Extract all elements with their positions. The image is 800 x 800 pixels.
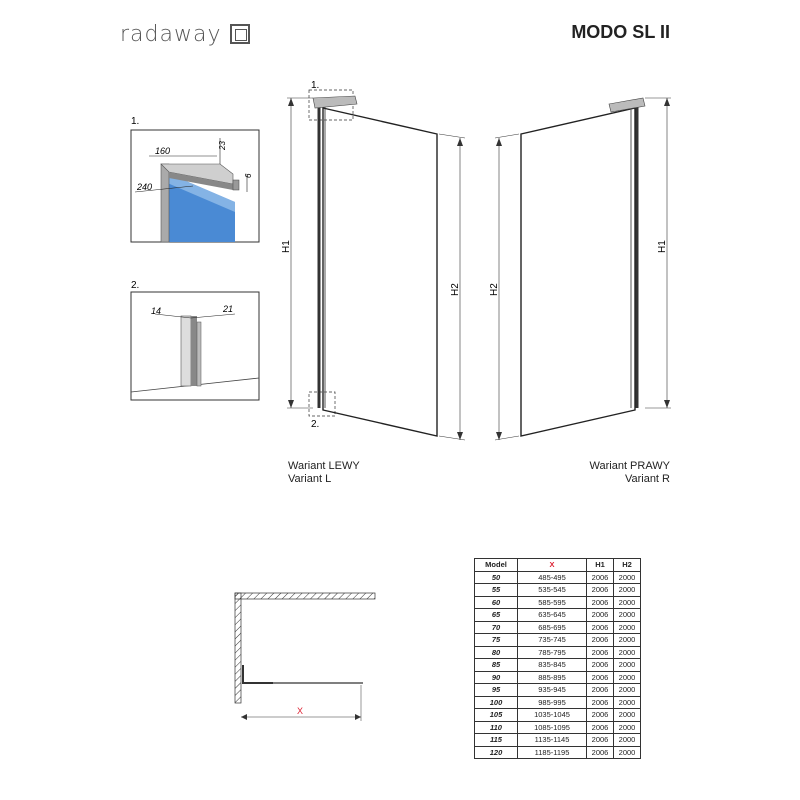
x-cell: 1135-1145 bbox=[518, 734, 587, 747]
table-row bbox=[475, 621, 641, 634]
detail-2-marker: 2. bbox=[131, 280, 140, 291]
x-cell: 485-495 bbox=[518, 571, 587, 584]
table-row bbox=[475, 609, 641, 622]
h1-cell: 2006 bbox=[587, 734, 614, 747]
variant-right-caption bbox=[590, 460, 670, 486]
variant-right-line1: Wariant PRAWY bbox=[589, 460, 670, 472]
right-h1-label: H1 bbox=[657, 240, 668, 253]
brand-logo-text: radaway bbox=[120, 22, 222, 47]
detail-1-marker: 1. bbox=[131, 116, 140, 127]
h1-cell: 2006 bbox=[587, 634, 614, 647]
model-cell: 75 bbox=[475, 634, 518, 647]
x-cell: 535-545 bbox=[518, 584, 587, 597]
model-cell: 90 bbox=[475, 671, 518, 684]
x-cell: 835-845 bbox=[518, 659, 587, 672]
x-cell: 585-595 bbox=[518, 596, 587, 609]
header-model: Model bbox=[475, 559, 518, 572]
model-cell: 85 bbox=[475, 659, 518, 672]
h2-cell: 2000 bbox=[614, 684, 641, 697]
table-row bbox=[475, 571, 641, 584]
h2-cell: 2000 bbox=[614, 571, 641, 584]
dim-6: 6 bbox=[244, 173, 253, 178]
dim-23: 23 bbox=[218, 141, 227, 150]
model-cell: 65 bbox=[475, 609, 518, 622]
model-cell: 95 bbox=[475, 684, 518, 697]
table-row bbox=[475, 646, 641, 659]
marker-2: 2. bbox=[311, 419, 320, 430]
header-h2: H2 bbox=[614, 559, 641, 572]
h1-cell: 2006 bbox=[587, 596, 614, 609]
x-cell: 935-945 bbox=[518, 684, 587, 697]
plan-view-drawing bbox=[225, 585, 385, 725]
h2-cell: 2000 bbox=[614, 584, 641, 597]
table-row bbox=[475, 696, 641, 709]
plan-x-label: X bbox=[297, 706, 304, 716]
detail-1-corner-profile bbox=[125, 112, 265, 247]
h1-cell: 2006 bbox=[587, 696, 614, 709]
h1-cell: 2006 bbox=[587, 709, 614, 722]
model-cell: 115 bbox=[475, 734, 518, 747]
table-row bbox=[475, 659, 641, 672]
h2-cell: 2000 bbox=[614, 646, 641, 659]
x-cell: 1185-1195 bbox=[518, 746, 587, 759]
table-row bbox=[475, 734, 641, 747]
x-cell: 885-895 bbox=[518, 671, 587, 684]
table-row bbox=[475, 671, 641, 684]
variant-left-line2: Variant L bbox=[288, 473, 332, 485]
model-cell: 70 bbox=[475, 621, 518, 634]
variant-left-line1: Wariant LEWY bbox=[288, 460, 360, 472]
h2-cell: 2000 bbox=[614, 609, 641, 622]
table-row bbox=[475, 684, 641, 697]
model-cell: 120 bbox=[475, 746, 518, 759]
h1-cell: 2006 bbox=[587, 746, 614, 759]
h2-cell: 2000 bbox=[614, 696, 641, 709]
x-cell: 1085-1095 bbox=[518, 721, 587, 734]
h2-cell: 2000 bbox=[614, 721, 641, 734]
x-cell: 985-995 bbox=[518, 696, 587, 709]
table-row bbox=[475, 596, 641, 609]
h2-cell: 2000 bbox=[614, 671, 641, 684]
brand-logo-mark bbox=[230, 24, 250, 44]
header-h1: H1 bbox=[587, 559, 614, 572]
table-row bbox=[475, 721, 641, 734]
detail-2-wall-profile bbox=[125, 276, 265, 401]
marker-1: 1. bbox=[311, 80, 320, 91]
variant-left-drawing bbox=[275, 78, 475, 448]
h1-cell: 2006 bbox=[587, 646, 614, 659]
x-cell: 685-695 bbox=[518, 621, 587, 634]
table-row bbox=[475, 709, 641, 722]
h1-cell: 2006 bbox=[587, 584, 614, 597]
variant-right-line2: Variant R bbox=[624, 473, 670, 485]
model-cell: 80 bbox=[475, 646, 518, 659]
model-cell: 110 bbox=[475, 721, 518, 734]
left-h1-label: H1 bbox=[281, 240, 292, 253]
h2-cell: 2000 bbox=[614, 709, 641, 722]
model-cell: 105 bbox=[475, 709, 518, 722]
h1-cell: 2006 bbox=[587, 571, 614, 584]
h1-cell: 2006 bbox=[587, 721, 614, 734]
x-cell: 1035-1045 bbox=[518, 709, 587, 722]
table-row bbox=[475, 746, 641, 759]
h2-cell: 2000 bbox=[614, 659, 641, 672]
model-cell: 100 bbox=[475, 696, 518, 709]
table-row bbox=[475, 634, 641, 647]
variant-left-caption bbox=[288, 460, 360, 486]
dim-21: 21 bbox=[223, 304, 234, 314]
h2-cell: 2000 bbox=[614, 746, 641, 759]
h1-cell: 2006 bbox=[587, 684, 614, 697]
h2-cell: 2000 bbox=[614, 734, 641, 747]
dim-240: 240 bbox=[137, 182, 153, 192]
x-cell: 785-795 bbox=[518, 646, 587, 659]
h2-cell: 2000 bbox=[614, 621, 641, 634]
h2-cell: 2000 bbox=[614, 634, 641, 647]
model-cell: 50 bbox=[475, 571, 518, 584]
variant-right-drawing bbox=[485, 78, 685, 448]
model-title: MODO SL II bbox=[571, 22, 670, 42]
h1-cell: 2006 bbox=[587, 659, 614, 672]
h1-cell: 2006 bbox=[587, 609, 614, 622]
table-row bbox=[475, 584, 641, 597]
table-header-row bbox=[475, 559, 641, 572]
right-h2-label: H2 bbox=[489, 283, 500, 296]
model-cell: 55 bbox=[475, 584, 518, 597]
model-dimensions-table bbox=[474, 558, 641, 759]
h2-cell: 2000 bbox=[614, 596, 641, 609]
header-x: X bbox=[518, 559, 587, 572]
x-cell: 735-745 bbox=[518, 634, 587, 647]
dim-160: 160 bbox=[155, 146, 171, 156]
dim-14: 14 bbox=[151, 306, 162, 316]
h1-cell: 2006 bbox=[587, 671, 614, 684]
x-cell: 635-645 bbox=[518, 609, 587, 622]
h1-cell: 2006 bbox=[587, 621, 614, 634]
left-h2-label: H2 bbox=[450, 283, 461, 296]
model-cell: 60 bbox=[475, 596, 518, 609]
